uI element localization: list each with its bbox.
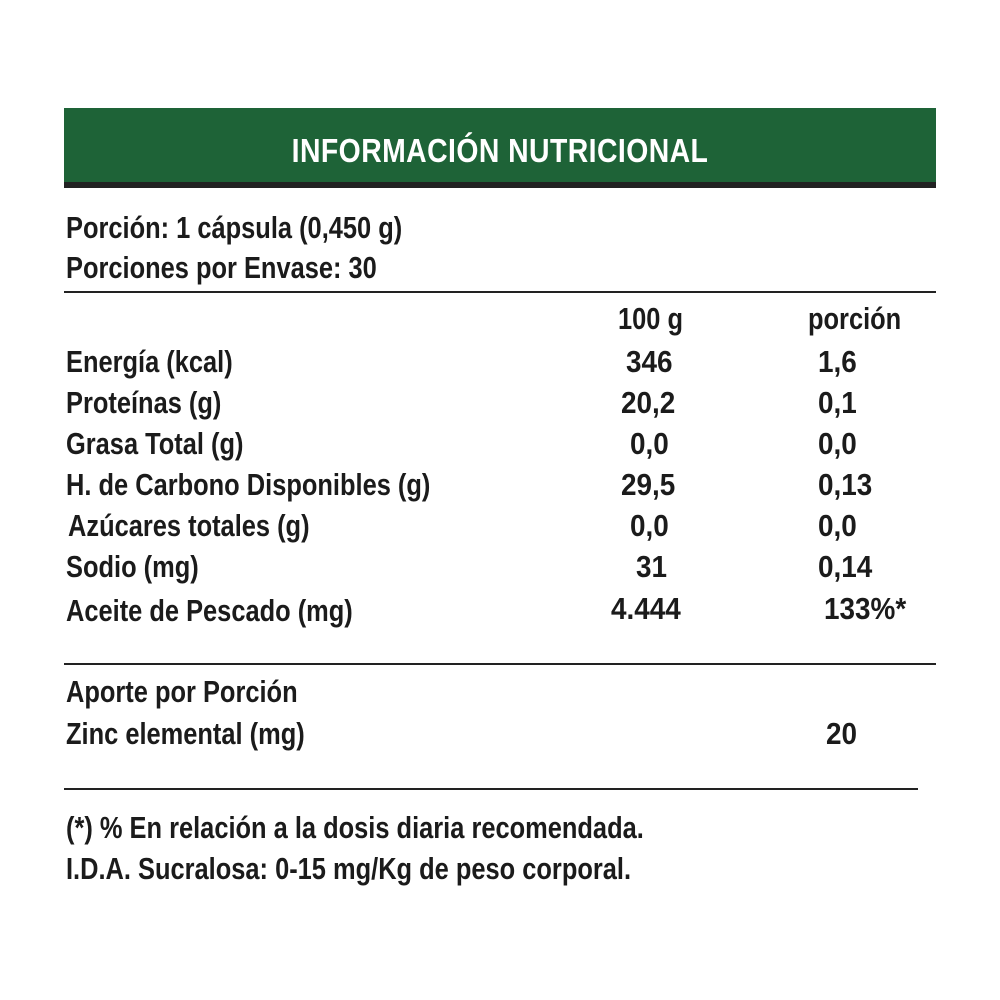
row-label-sugars: Azúcares totales (g) <box>68 508 310 543</box>
row-label-protein: Proteínas (g) <box>66 385 222 420</box>
row-value-fish-oil-100g: 4.444 <box>611 591 681 626</box>
row-value-carbs-100g: 29,5 <box>621 467 676 502</box>
row-value-sodium-portion: 0,14 <box>818 549 873 584</box>
footnote-dri: (*) % En relación a la dosis diaria recomendada. <box>66 810 644 845</box>
servings-per-container: Porciones por Envase: 30 <box>66 250 377 285</box>
row-value-sodium-100g: 31 <box>636 549 668 584</box>
column-header-100g: 100 g <box>618 301 684 336</box>
row-value-total-fat-100g: 0,0 <box>630 426 669 461</box>
row-label-sodium: Sodio (mg) <box>66 549 199 584</box>
contribution-heading: Aporte por Porción <box>66 674 298 709</box>
column-header-portion: porción <box>808 301 902 336</box>
divider-bottom <box>64 788 918 790</box>
zinc-label: Zinc elemental (mg) <box>66 716 305 751</box>
row-value-energy-portion: 1,6 <box>818 344 857 379</box>
nutrition-header <box>64 108 936 188</box>
row-label-carbs: H. de Carbono Disponibles (g) <box>66 467 431 502</box>
nutrition-title: INFORMACIÓN NUTRICIONAL <box>291 132 709 169</box>
row-value-energy-100g: 346 <box>626 344 673 379</box>
zinc-value: 20 <box>826 716 858 751</box>
row-value-sugars-portion: 0,0 <box>818 508 857 543</box>
row-value-total-fat-portion: 0,0 <box>818 426 857 461</box>
row-label-fish-oil: Aceite de Pescado (mg) <box>66 593 353 628</box>
footnote-ida: I.D.A. Sucralosa: 0-15 mg/Kg de peso corporal. <box>66 851 632 886</box>
serving-size: Porción: 1 cápsula (0,450 g) <box>66 210 403 245</box>
row-value-protein-100g: 20,2 <box>621 385 676 420</box>
row-value-sugars-100g: 0,0 <box>630 508 669 543</box>
row-value-fish-oil-portion: 133%* <box>824 591 907 626</box>
row-label-energy: Energía (kcal) <box>66 344 233 379</box>
row-value-protein-portion: 0,1 <box>818 385 857 420</box>
divider-middle <box>64 663 936 665</box>
row-label-total-fat: Grasa Total (g) <box>66 426 244 461</box>
divider-top <box>64 291 936 293</box>
row-value-carbs-portion: 0,13 <box>818 467 873 502</box>
